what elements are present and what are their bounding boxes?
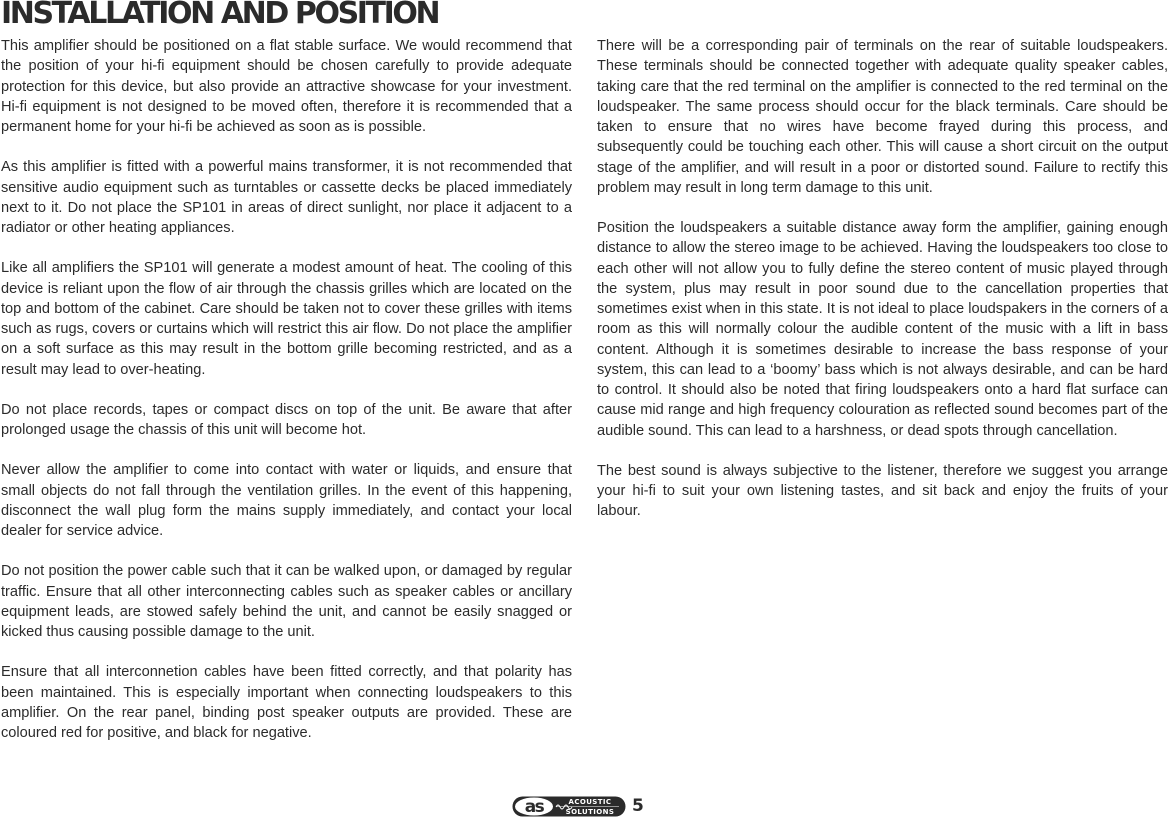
paragraph-polarity: Ensure that all interconnetion cables have been fitted correctly, and that polarity has been maintained. This is especially important when connecting loudspeakers to this amplifier. On the rear panel, binding post speaker outputs are provided. These are coloured red for positive, and black for negative.	[1, 664, 572, 741]
paragraph-liquids: Never allow the amplifier to come into contact with water or liquids, and ensure that small objects do not fall through the ventilation grilles. In the event of this happening, disconnect the wall plug form the mains supply immediately, and contact your local dealer for service advice.	[1, 462, 572, 539]
paragraph-power-cable: Do not position the power cable such that it can be walked upon, or damaged by regular traffic. Ensure that all other interconnecting cables such as speaker cables or ancillary equipment leads, are stowed safely behind the unit, and cannot be easily snagged or kicked thus causing possible damage to the unit.	[1, 563, 572, 640]
paragraph-transformer: As this amplifier is fitted with a powerful mains transformer, it is not recommended that sensitive audio equipment such as turntables or cassette decks be placed immediately next to it. Do not place the SP101 in areas of direct sunlight, nor place it adjacent to a radiator or other heating appliances.	[1, 159, 572, 236]
acoustic-solutions-logo	[512, 796, 626, 817]
paragraph-terminals: There will be a corresponding pair of terminals on the rear of suitable loudspeakers. These terminals should be connected together with adequate quality speaker cables, taking care that the red terminal on the amplifier is connected to the red terminal on the loudspeaker. The same process should occur for the black terminals. Care should be taken to ensure that no wires have become frayed during this process, and subsequently could be touching each other. This will cause a short circuit on the output stage of the amplifier, and will result in a poor or distorted sound. Failure to rectify this problem may result in long term damage to this unit.	[597, 38, 1168, 196]
left-column	[1, 36, 572, 763]
page-footer	[512, 796, 644, 817]
logo-line1: ACOUSTIC	[568, 798, 612, 807]
page-title: INSTALLATION AND POSITION	[1, 0, 439, 31]
page-number: 5	[632, 796, 644, 816]
paragraph-best-sound: The best sound is always subjective to the listener, therefore we suggest you arrange your hi-fi to suit your own listening tastes, and sit back and enjoy the fruits of your labour.	[597, 462, 1168, 520]
paragraph-heat: Like all amplifiers the SP101 will generate a modest amount of heat. The cooling of this device is reliant upon the flow of air through the chassis grilles which are located on the top and bottom of the cabinet. Care should be taken not to cover these grilles with items such as rugs, covers or curtains which will restrict this air flow. Do not place the amplifier on a soft surface as this may result in the bottom grille becoming restricted, and as a result may lead to over-heating.	[1, 260, 572, 378]
paragraph-loudspeaker-position: Position the loudspeakers a suitable distance away form the amplifier, gaining enough distance to allow the stereo image to be achieved. Having the loudspeakers too close to each other will not allow you to fully define the stereo content of music played through the system, plus may result in poor sound due to the cancellation properties that sometimes exist when in this state. It is not ideal to place loudspakers in the corners of a room as this will normally colour the audible content of the music with a lift in bass content. Although it is sometimes desirable to increase the bass response of your system, this can lead to a ‘boomy’ bass which is not always desirable, and can be hard to control. It should also be noted that firing loudspeakers onto a hard flat surface can cause mid range and high frequency colouration as reflected sound becomes part of the audible sound. This can lead to a harshness, or dead spots through cancellation.	[597, 220, 1168, 439]
logo-mark-text: as	[524, 797, 544, 817]
logo-line2: SOLUTIONS	[565, 808, 615, 816]
paragraph-records: Do not place records, tapes or compact discs on top of the unit. Be aware that after prolonged usage the chassis of this unit will become hot.	[1, 401, 572, 438]
paragraph-placement: This amplifier should be positioned on a flat stable surface. We would recommend that the position of your hi-fi equipment should be chosen carefully to provide adequate protection for this device, but also provide an attractive showcase for your investment. Hi-fi equipment is not designed to be moved often, therefore it is recommended that a permanent home for your hi-fi be achieved as soon as is possible.	[1, 38, 572, 135]
right-column	[597, 36, 1168, 542]
